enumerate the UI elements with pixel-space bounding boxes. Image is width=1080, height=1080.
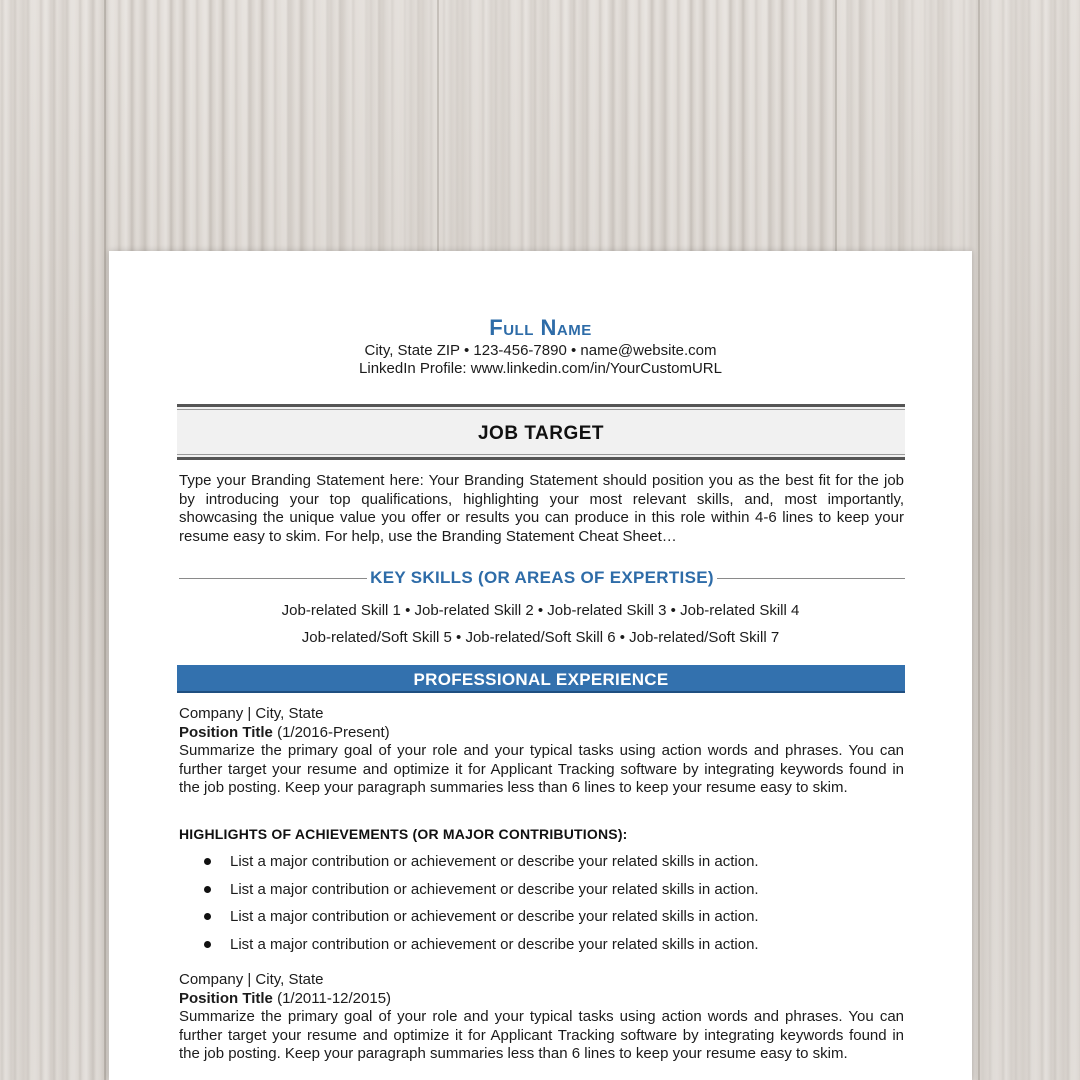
position-title: Position Title [179, 989, 273, 1007]
bullet-icon [204, 858, 211, 865]
list-item [204, 906, 759, 934]
experience-header [177, 665, 905, 693]
highlights-title: HIGHLIGHTS OF ACHIEVEMENTS (OR MAJOR CONTRIBUTIONS): [179, 826, 628, 842]
job-summary: Summarize the primary goal of your role and your typical tasks using action words and phrases. You can further target your resume and optimize it for Applicant Tracking software by integrating keywords found in the job posting. Keep your paragraph summaries less than 6 lines to keep your resume easy to skim. [179, 1008, 904, 1062]
position-title: Position Title [179, 723, 273, 741]
job-position [179, 990, 904, 1009]
job-company: Company | City, State [179, 971, 324, 988]
position-dates: (1/2011-12/2015) [277, 989, 392, 1007]
job-summary: Summarize the primary goal of your role and your typical tasks using action words and phrases. You can further target your resume and optimize it for Applicant Tracking software by integrating keywords found in the job posting. Keep your paragraph summaries less than 6 lines to keep your resume easy to skim. [179, 742, 904, 796]
job-entry [179, 971, 904, 1064]
list-item [204, 934, 759, 962]
contact-info: City, State ZIP • 123-456-7890 • name@website.com [364, 342, 717, 359]
highlight-text: List a major contribution or achievement or describe your related skills in action. [230, 935, 759, 953]
job-entry [179, 705, 904, 798]
job-target-header [177, 404, 905, 460]
job-position [179, 724, 904, 743]
branding-statement: Type your Branding Statement here: Your Branding Statement should position you as the best fit for the job by introducing your top qualifications, highlighting your most relevant skills, and, most importantly, showcasing the unique value you offer or results you can produce in this role within 4-6 lines to keep your resume easy to skim. For help, use the Branding Statement Cheat Sheet… [179, 472, 904, 545]
bullet-icon [204, 941, 211, 948]
position-dates: (1/2016-Present) [277, 723, 390, 741]
full-name: Full Name [489, 315, 592, 340]
experience-title: PROFESSIONAL EXPERIENCE [413, 670, 669, 689]
job-company: Company | City, State [179, 705, 324, 722]
list-item [204, 879, 759, 907]
divider-line [717, 578, 905, 579]
wood-plank-seam [978, 0, 980, 1080]
list-item [204, 851, 759, 879]
key-skills-title: KEY SKILLS (OR AREAS OF EXPERTISE) [370, 568, 714, 587]
key-skills-header [179, 568, 905, 590]
skills-row-1: Job-related Skill 1 • Job-related Skill 2 • Job-related Skill 3 • Job-related Skill 4 [281, 602, 800, 619]
linkedin-profile: LinkedIn Profile: www.linkedin.com/in/YourCustomURL [359, 360, 722, 377]
highlight-text: List a major contribution or achievement or describe your related skills in action. [230, 853, 759, 870]
wood-plank-seam [104, 0, 106, 1080]
highlight-text: List a major contribution or achievement or describe your related skills in action. [230, 880, 759, 898]
resume-page [109, 251, 972, 1080]
skills-row-2: Job-related/Soft Skill 5 • Job-related/Soft Skill 6 • Job-related/Soft Skill 7 [301, 629, 780, 646]
highlight-text: List a major contribution or achievement or describe your related skills in action. [230, 908, 759, 925]
bullet-icon [204, 913, 211, 920]
job-target-title: JOB TARGET [477, 423, 605, 444]
highlights-list [204, 851, 759, 961]
bullet-icon [204, 886, 211, 893]
